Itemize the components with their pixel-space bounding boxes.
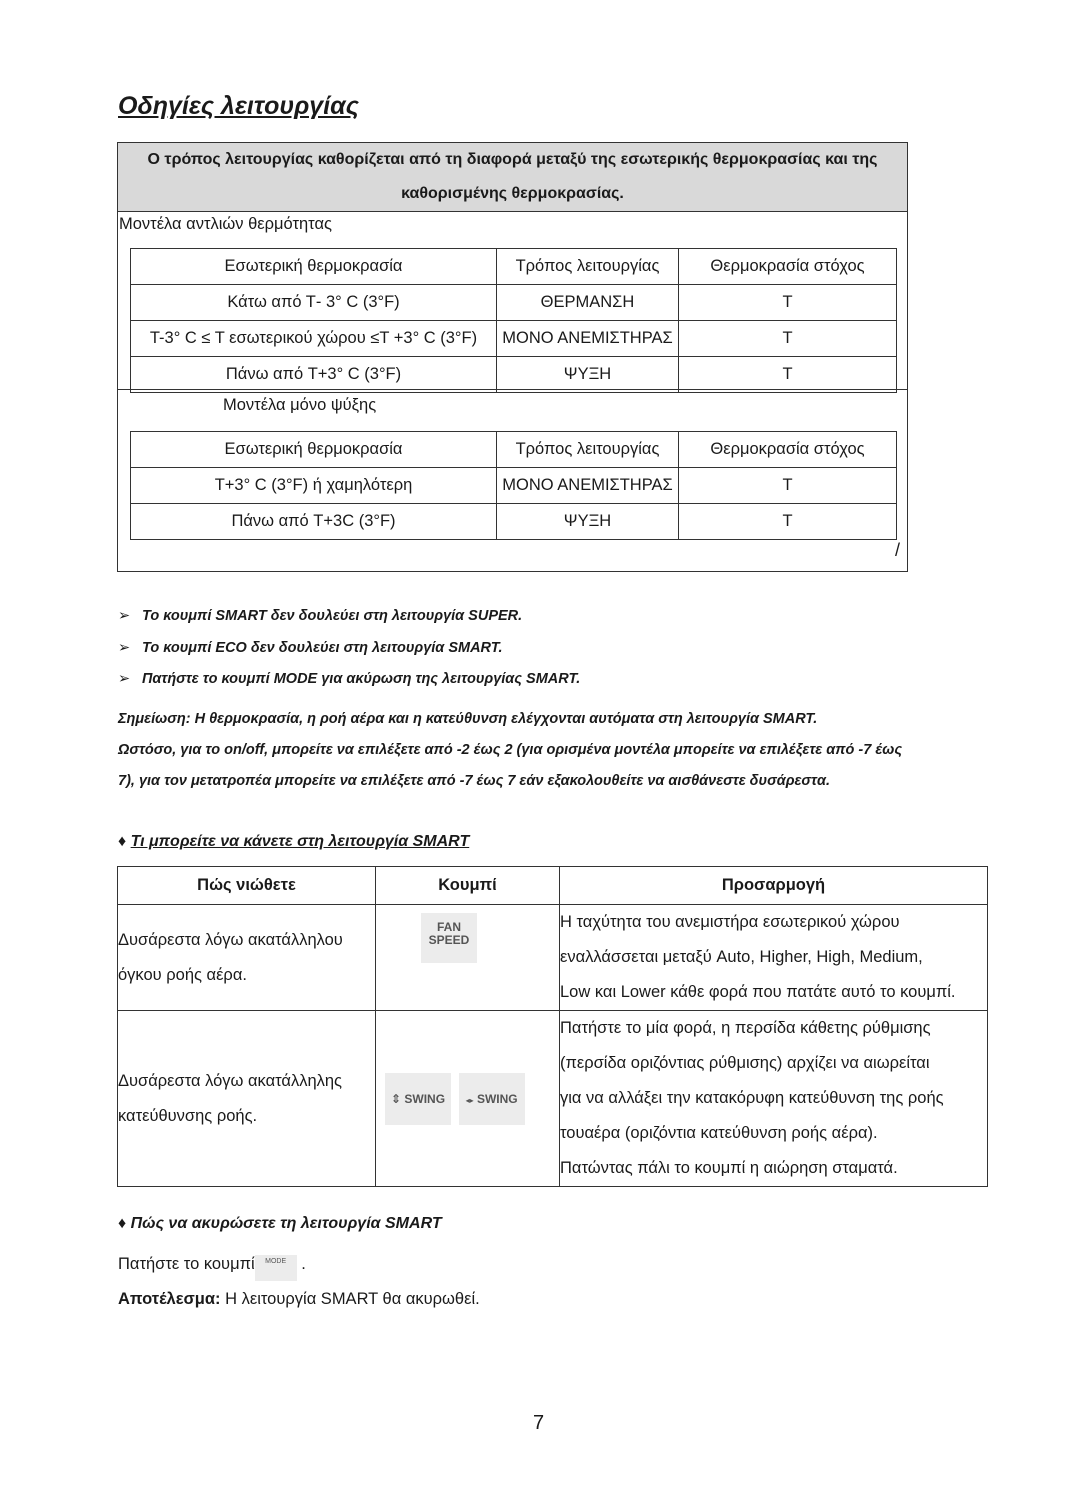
feeling-text: κατεύθυνσης ροής. <box>118 1106 258 1125</box>
note-line: Σημείωση: Η θερμοκρασία, η ροή αέρα και η κατεύθυνση ελέγχονται αυτόματα στη λειτουργία SMART. <box>118 711 818 727</box>
table-row <box>131 357 897 393</box>
feeling-text: όγκου ροής αέρα. <box>118 965 247 984</box>
section-divider <box>118 389 908 390</box>
table-cell: ΘΕΡΜΑΝΣΗ <box>497 285 679 321</box>
column-header: Εσωτερική θερμοκρασία <box>131 432 497 468</box>
table-row <box>131 321 897 357</box>
feeling-text: Δυσάρεστα λόγω ακατάλληλης <box>118 1071 342 1090</box>
button-cell <box>376 905 560 1011</box>
feeling-cell <box>118 1011 376 1187</box>
adjust-text: (περσίδα οριζόντιας ρύθμισης) αρχίζει να αιωρείται <box>560 1054 930 1072</box>
result-label: Αποτέλεσμα: <box>118 1290 221 1308</box>
note-line: Ωστόσο, για το on/off, μπορείτε να επιλέξετε από -2 έως 2 (για ορισμένα μοντέλα μπορείτε να επιλέξετε από -7 έως <box>118 742 903 758</box>
table-cell: ΜΟΝΟ ΑΝΕΜΙΣΤΗΡΑΣ <box>497 321 679 357</box>
column-header: Τρόπος λειτουργίας <box>497 432 679 468</box>
button-label: SPEED <box>428 933 470 947</box>
table-cell: T <box>679 285 897 321</box>
slash-mark: / <box>895 540 901 560</box>
page-number: 7 <box>533 1412 545 1434</box>
bullet-list <box>118 608 580 703</box>
adjust-text: Πατήστε το μία φορά, η περσίδα κάθετης ρύθμισης <box>560 1019 931 1037</box>
column-header: Θερμοκρασία στόχος <box>679 249 897 285</box>
bullet-item <box>118 671 580 703</box>
column-header: Τρόπος λειτουργίας <box>497 249 679 285</box>
adjust-text: εναλλάσσεται μεταξύ Auto, Higher, High, Medium, <box>560 948 923 966</box>
cooling-only-table <box>130 431 897 540</box>
bullet-text: Το κουμπί ECO δεν δουλεύει στη λειτουργία SMART. <box>142 639 503 656</box>
table-header-row <box>131 432 897 468</box>
adjust-cell <box>560 905 988 1011</box>
table-cell: T <box>679 357 897 393</box>
table-row <box>131 285 897 321</box>
header-line-1: Ο τρόπος λειτουργίας καθορίζεται από τη διαφορά μεταξύ της εσωτερικής θερμοκρασίας και της <box>147 151 878 168</box>
table-row <box>131 468 897 504</box>
table-row <box>131 504 897 540</box>
bullet-item <box>118 608 580 640</box>
header-line-2: καθορισμένης θερμοκρασίας. <box>401 185 624 202</box>
horizontal-swing-button-icon <box>459 1073 525 1125</box>
table-header-row <box>131 249 897 285</box>
press-text: Πατήστε το κουμπί <box>118 1255 255 1273</box>
table-cell: Πάνω από T+3° C (3°F) <box>131 357 497 393</box>
bullet-text: Πατήστε το κουμπί MODE για ακύρωση της λειτουργίας SMART. <box>142 671 581 687</box>
feeling-text: Δυσάρεστα λόγω ακατάλληλου <box>118 930 343 949</box>
table-row <box>118 905 988 1011</box>
press-end: . <box>301 1255 306 1273</box>
column-header: Κουμπί <box>376 867 560 905</box>
fan-speed-button-icon <box>421 913 477 963</box>
heading-text: Τι μπορείτε να κάνετε στη λειτουργία SMART <box>130 833 470 850</box>
adjust-text: Η ταχύτητα του ανεμιστήρα εσωτερικού χώρου <box>560 913 900 931</box>
table-cell: T <box>679 468 897 504</box>
adjust-text: Πατώντας πάλι το κουμπί η αιώρηση σταματά. <box>560 1159 898 1177</box>
column-header: Προσαρμογή <box>560 867 988 905</box>
bullet-item <box>118 640 580 672</box>
updown-arrow-icon: ⇕ <box>390 1091 402 1106</box>
arrow-bullet-icon: ➢ <box>118 671 131 687</box>
table-cell: T <box>679 504 897 540</box>
diamond-bullet-icon: ♦ <box>118 1215 127 1232</box>
table-cell: ΨΥΞΗ <box>497 357 679 393</box>
column-header: Πώς νιώθετε <box>118 867 376 905</box>
heading-text: Πώς να ακυρώσετε τη λειτουργία SMART <box>130 1215 442 1232</box>
vertical-swing-button-icon <box>385 1073 451 1125</box>
smart-section-heading <box>118 833 469 851</box>
smart-adjust-table <box>117 866 988 1187</box>
table-row <box>118 1011 988 1187</box>
bullet-text: Το κουμπί SMART δεν δουλεύει στη λειτουργία SUPER. <box>142 608 523 624</box>
press-instruction <box>118 1255 306 1281</box>
adjust-text: για να αλλάξει την κατακόρυφη κατεύθυνση της ροής <box>560 1089 944 1107</box>
button-cell <box>376 1011 560 1187</box>
mode-button-icon: MODE <box>255 1255 297 1281</box>
table-cell: Κάτω από Τ- 3° C (3°F) <box>131 285 497 321</box>
heat-pump-label: Μοντέλα αντλιών θερμότητας <box>119 215 332 233</box>
diamond-bullet-icon: ♦ <box>118 833 127 850</box>
button-label: FAN <box>437 920 461 934</box>
cooling-only-label: Μοντέλα μόνο ψύξης <box>223 396 377 414</box>
page-title: Οδηγίες λειτουργίας <box>118 92 359 120</box>
button-label: SWING <box>476 1091 518 1106</box>
cancel-section-heading <box>118 1215 442 1233</box>
leftright-arrow-icon: ◂▸ <box>465 1095 474 1105</box>
table-header-row <box>118 867 988 905</box>
adjust-text: τουαέρα (οριζόντια κατεύθυνση ροής αέρα). <box>560 1124 878 1142</box>
mode-table-header <box>118 143 907 212</box>
arrow-bullet-icon: ➢ <box>118 608 131 624</box>
adjust-text: Low και Lower κάθε φορά που πατάτε αυτό το κουμπί. <box>560 983 956 1001</box>
feeling-cell <box>118 905 376 1011</box>
result-text: Η λειτουργία SMART θα ακυρωθεί. <box>220 1290 480 1308</box>
arrow-bullet-icon: ➢ <box>118 639 131 656</box>
column-header: Θερμοκρασία στόχος <box>679 432 897 468</box>
table-cell: ΨΥΞΗ <box>497 504 679 540</box>
note-line: 7), για τον μετατροπέα μπορείτε να επιλέξετε από -7 έως 7 εάν εξακολουθείτε να αισθάνεστε δυσάρεστα. <box>118 773 830 789</box>
table-cell: T-3° C ≤ T εσωτερικού χώρου ≤T +3° C (3°F) <box>131 321 497 357</box>
table-cell: Πάνω από T+3C (3°F) <box>131 504 497 540</box>
column-header: Εσωτερική θερμοκρασία <box>131 249 497 285</box>
heat-pump-table <box>130 248 897 393</box>
adjust-cell <box>560 1011 988 1187</box>
note-paragraph <box>118 704 968 797</box>
result-line <box>118 1290 480 1309</box>
table-cell: ΜΟΝΟ ΑΝΕΜΙΣΤΗΡΑΣ <box>497 468 679 504</box>
button-label: SWING <box>404 1091 446 1106</box>
table-cell: T+3° C (3°F) ή χαμηλότερη <box>131 468 497 504</box>
table-cell: T <box>679 321 897 357</box>
